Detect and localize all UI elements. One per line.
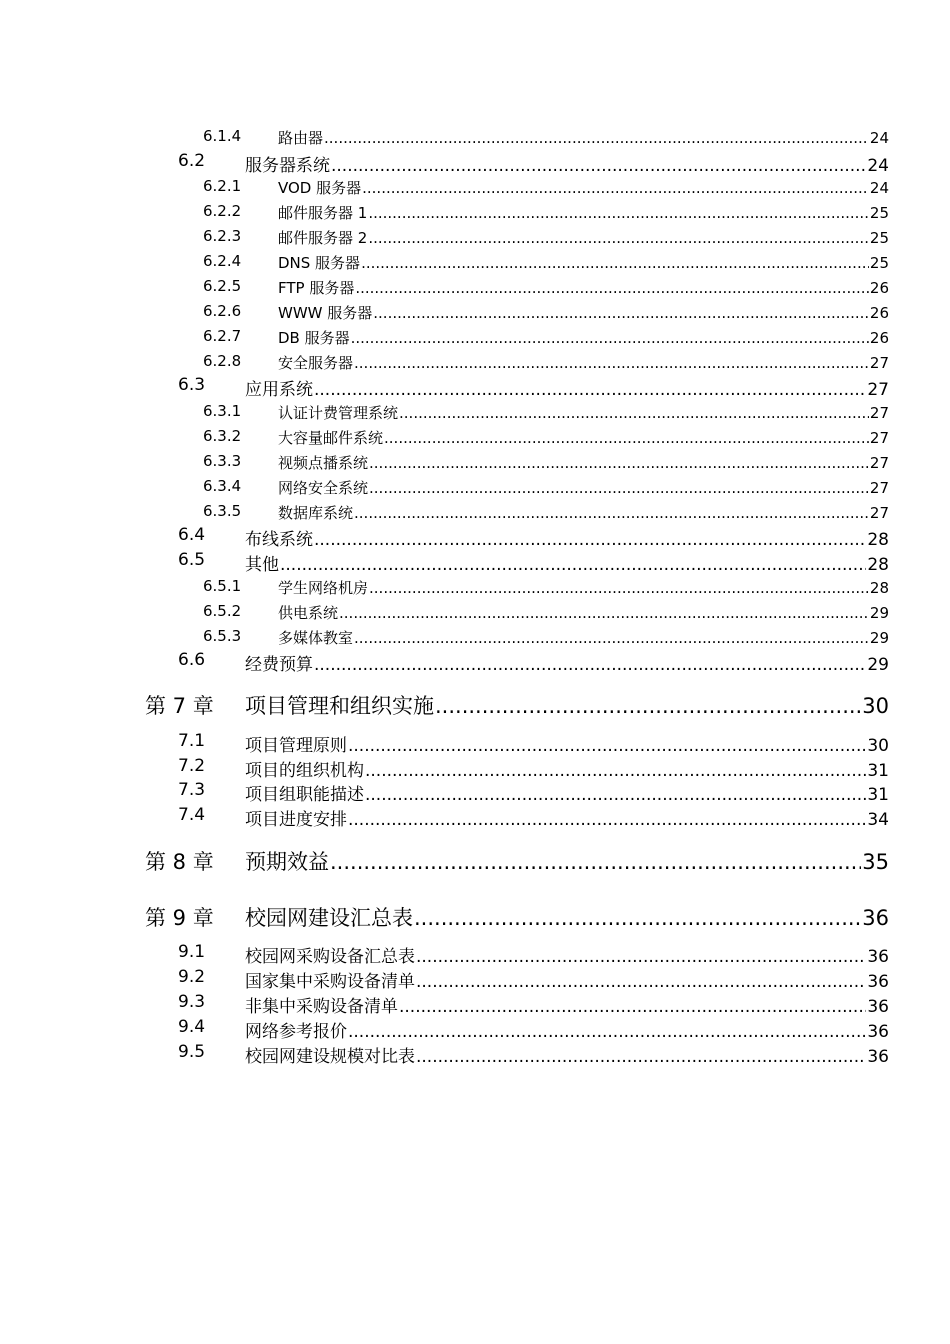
- dot-leader: [365, 785, 866, 805]
- toc-entry-page: 25: [869, 254, 889, 272]
- toc-chapter-title: 项目管理和组织实施: [245, 694, 434, 718]
- toc-entry-number: 6.2.2: [203, 202, 242, 220]
- toc-entry[interactable]: [0, 452, 950, 476]
- toc-entry[interactable]: [0, 151, 950, 175]
- toc-entry-page: 36: [867, 1022, 889, 1042]
- toc-entry-title: 项目进度安排: [245, 810, 347, 830]
- toc-entry-page: 27: [869, 354, 889, 372]
- toc-entry-number: 7.1: [178, 731, 206, 751]
- toc-entry-title: 服务器系统: [245, 156, 330, 176]
- dot-leader: [416, 1047, 866, 1067]
- toc-entry-title: 学生网络机房: [278, 579, 369, 597]
- dot-leader: [399, 997, 866, 1017]
- toc-chapter-title: 校园网建设汇总表: [245, 906, 413, 930]
- toc-entry-title: 安全服务器: [278, 354, 354, 372]
- toc-entry-number: 6.2.1: [203, 177, 242, 195]
- toc-entry-page: 25: [869, 204, 889, 222]
- dot-leader: [314, 380, 866, 400]
- toc-entry-number: 9.1: [178, 942, 206, 962]
- toc-chapter-page: 35: [862, 850, 889, 874]
- dot-leader: [331, 156, 866, 176]
- toc-entry-number: 6.3.3: [203, 452, 242, 470]
- toc-entry-title: 校园网建设规模对比表: [245, 1047, 415, 1067]
- toc-entry-number: 6.6: [178, 650, 206, 670]
- toc-chapter-number: 第 9 章: [145, 906, 214, 930]
- toc-entry-number: 6.2.7: [203, 327, 242, 345]
- toc-entry-page: 29: [869, 604, 889, 622]
- toc-entry-page: 24: [869, 179, 889, 197]
- toc-entry-number: 6.5: [178, 550, 206, 570]
- toc-entry[interactable]: [0, 502, 950, 526]
- dot-leader: [354, 354, 869, 372]
- toc-entry-title: 经费预算: [245, 655, 313, 675]
- toc-entry-page: 30: [867, 736, 889, 756]
- dot-leader: [339, 604, 869, 622]
- toc-entry[interactable]: [0, 967, 950, 991]
- dot-leader: [416, 947, 866, 967]
- toc-entry-title: FTP 服务器: [278, 279, 355, 297]
- toc-entry-title: 国家集中采购设备清单: [245, 972, 415, 992]
- toc-entry-page: 29: [869, 629, 889, 647]
- dot-leader: [348, 1022, 866, 1042]
- toc-entry-number: 9.3: [178, 992, 206, 1012]
- dot-leader: [399, 404, 869, 422]
- toc-entry-number: 6.2.6: [203, 302, 242, 320]
- toc-entry-number: 7.2: [178, 756, 206, 776]
- toc-entry-number: 6.5.3: [203, 627, 242, 645]
- toc-entry-title: 网络安全系统: [278, 479, 369, 497]
- toc-entry[interactable]: [0, 375, 950, 399]
- toc-entry[interactable]: [0, 942, 950, 966]
- toc-entry-page: 36: [867, 1047, 889, 1067]
- toc-entry-title: 布线系统: [245, 530, 313, 550]
- toc-chapter-page: 36: [862, 906, 889, 930]
- toc-entry-title: 数据库系统: [278, 504, 354, 522]
- dot-leader: [280, 555, 866, 575]
- toc-entry-page: 36: [867, 947, 889, 967]
- toc-entry-title: 校园网采购设备汇总表: [245, 947, 415, 967]
- toc-chapter-title: 预期效益: [245, 850, 329, 874]
- dot-leader: [384, 429, 869, 447]
- toc-entry-number: 6.3.4: [203, 477, 242, 495]
- dot-leader: [369, 454, 869, 472]
- toc-entry-title: 项目组职能描述: [245, 785, 364, 805]
- dot-leader: [330, 850, 861, 874]
- dot-leader: [324, 129, 869, 147]
- toc-entry-page: 34: [867, 810, 889, 830]
- toc-entry-number: 9.5: [178, 1042, 206, 1062]
- toc-entry-number: 6.2.4: [203, 252, 242, 270]
- dot-leader: [435, 694, 861, 718]
- toc-entry-title: 路由器: [278, 129, 324, 147]
- toc-entry[interactable]: [0, 550, 950, 574]
- toc-entry[interactable]: [0, 427, 950, 451]
- toc-entry[interactable]: [0, 227, 950, 251]
- toc-entry[interactable]: [0, 1042, 950, 1066]
- dot-leader: [365, 761, 866, 781]
- toc-entry-number: 6.5.1: [203, 577, 242, 595]
- dot-leader: [348, 810, 866, 830]
- toc-entry[interactable]: [0, 577, 950, 601]
- dot-leader: [368, 229, 869, 247]
- dot-leader: [373, 304, 869, 322]
- toc-entry-title: 网络参考报价: [245, 1022, 347, 1042]
- toc-entry-number: 6.3.2: [203, 427, 242, 445]
- toc-entry-page: 25: [869, 229, 889, 247]
- toc-entry-number: 6.5.2: [203, 602, 242, 620]
- toc-entry-number: 7.4: [178, 805, 206, 825]
- dot-leader: [354, 629, 869, 647]
- toc-entry[interactable]: [0, 277, 950, 301]
- toc-entry-page: 26: [869, 329, 889, 347]
- dot-leader: [369, 579, 869, 597]
- dot-leader: [369, 479, 869, 497]
- toc-entry[interactable]: [0, 731, 950, 755]
- dot-leader: [414, 906, 861, 930]
- toc-entry[interactable]: [0, 525, 950, 549]
- toc-entry-page: 28: [867, 555, 889, 575]
- toc-entry-page: 28: [869, 579, 889, 597]
- toc-entry-title: 大容量邮件系统: [278, 429, 384, 447]
- toc-chapter-entry[interactable]: [0, 902, 950, 932]
- toc-entry[interactable]: [0, 352, 950, 376]
- toc-entry-page: 31: [867, 785, 889, 805]
- toc-entry-number: 9.2: [178, 967, 206, 987]
- toc-chapter-entry[interactable]: [0, 690, 950, 720]
- toc-chapter-page: 30: [862, 694, 889, 718]
- toc-entry-number: 7.3: [178, 780, 206, 800]
- toc-entry[interactable]: [0, 780, 950, 804]
- toc-entry-title: 供电系统: [278, 604, 339, 622]
- dot-leader: [354, 504, 869, 522]
- toc-entry-page: 31: [867, 761, 889, 781]
- toc-entry-title: 视频点播系统: [278, 454, 369, 472]
- toc-entry-page: 27: [869, 479, 889, 497]
- toc-entry-title: 项目的组织机构: [245, 761, 364, 781]
- toc-entry-title: DNS 服务器: [278, 254, 361, 272]
- toc-entry-number: 9.4: [178, 1017, 206, 1037]
- toc-entry[interactable]: [0, 477, 950, 501]
- toc-entry-page: 28: [867, 530, 889, 550]
- toc-entry-page: 36: [867, 997, 889, 1017]
- toc-entry[interactable]: [0, 602, 950, 626]
- toc-entry-page: 26: [869, 304, 889, 322]
- toc-chapter-entry[interactable]: [0, 846, 950, 876]
- toc-entry[interactable]: [0, 402, 950, 426]
- dot-leader: [314, 530, 866, 550]
- toc-entry-page: 24: [867, 156, 889, 176]
- toc-entry-number: 6.3: [178, 375, 206, 395]
- dot-leader: [355, 279, 869, 297]
- toc-entry[interactable]: [0, 302, 950, 326]
- toc-entry[interactable]: [0, 127, 950, 151]
- toc-entry-number: 6.2.8: [203, 352, 242, 370]
- toc-entry-title: WWW 服务器: [278, 304, 373, 322]
- toc-entry-number: 6.4: [178, 525, 206, 545]
- dot-leader: [348, 736, 866, 756]
- toc-entry[interactable]: [0, 627, 950, 651]
- toc-entry-page: 27: [869, 454, 889, 472]
- dot-leader: [368, 204, 869, 222]
- toc-entry-number: 6.3.1: [203, 402, 242, 420]
- toc-entry-page: 26: [869, 279, 889, 297]
- toc-entry-page: 27: [869, 404, 889, 422]
- toc-entry[interactable]: [0, 805, 950, 829]
- toc-entry-page: 29: [867, 655, 889, 675]
- dot-leader: [361, 254, 869, 272]
- toc-entry[interactable]: [0, 992, 950, 1016]
- toc-entry-number: 6.2.5: [203, 277, 242, 295]
- toc-entry[interactable]: [0, 252, 950, 276]
- toc-entry-title: 认证计费管理系统: [278, 404, 399, 422]
- toc-entry[interactable]: [0, 327, 950, 351]
- toc-entry-number: 6.1.4: [203, 127, 242, 145]
- toc-entry[interactable]: [0, 202, 950, 226]
- dot-leader: [416, 972, 866, 992]
- dot-leader: [362, 179, 869, 197]
- toc-entry-page: 24: [869, 129, 889, 147]
- toc-entry-number: 6.3.5: [203, 502, 242, 520]
- toc-entry-title: 其他: [245, 555, 279, 575]
- toc-entry-number: 6.2.3: [203, 227, 242, 245]
- toc-entry-page: 27: [867, 380, 889, 400]
- toc-chapter-number: 第 7 章: [145, 694, 214, 718]
- toc-entry-title: 邮件服务器 1: [278, 204, 368, 222]
- toc-entry[interactable]: [0, 177, 950, 201]
- dot-leader: [351, 329, 869, 347]
- toc-entry-title: 非集中采购设备清单: [245, 997, 398, 1017]
- toc-entry-page: 27: [869, 429, 889, 447]
- toc-entry-number: 6.2: [178, 151, 206, 171]
- toc-entry-title: VOD 服务器: [278, 179, 362, 197]
- toc-entry-page: 27: [869, 504, 889, 522]
- toc-chapter-number: 第 8 章: [145, 850, 214, 874]
- toc-entry-title: 项目管理原则: [245, 736, 347, 756]
- toc-entry-title: 应用系统: [245, 380, 313, 400]
- toc-entry-title: DB 服务器: [278, 329, 350, 347]
- toc-entry[interactable]: [0, 650, 950, 674]
- toc-entry-page: 36: [867, 972, 889, 992]
- toc-entry[interactable]: [0, 1017, 950, 1041]
- toc-entry-title: 邮件服务器 2: [278, 229, 368, 247]
- dot-leader: [314, 655, 866, 675]
- toc-entry-title: 多媒体教室: [278, 629, 354, 647]
- toc-entry[interactable]: [0, 756, 950, 780]
